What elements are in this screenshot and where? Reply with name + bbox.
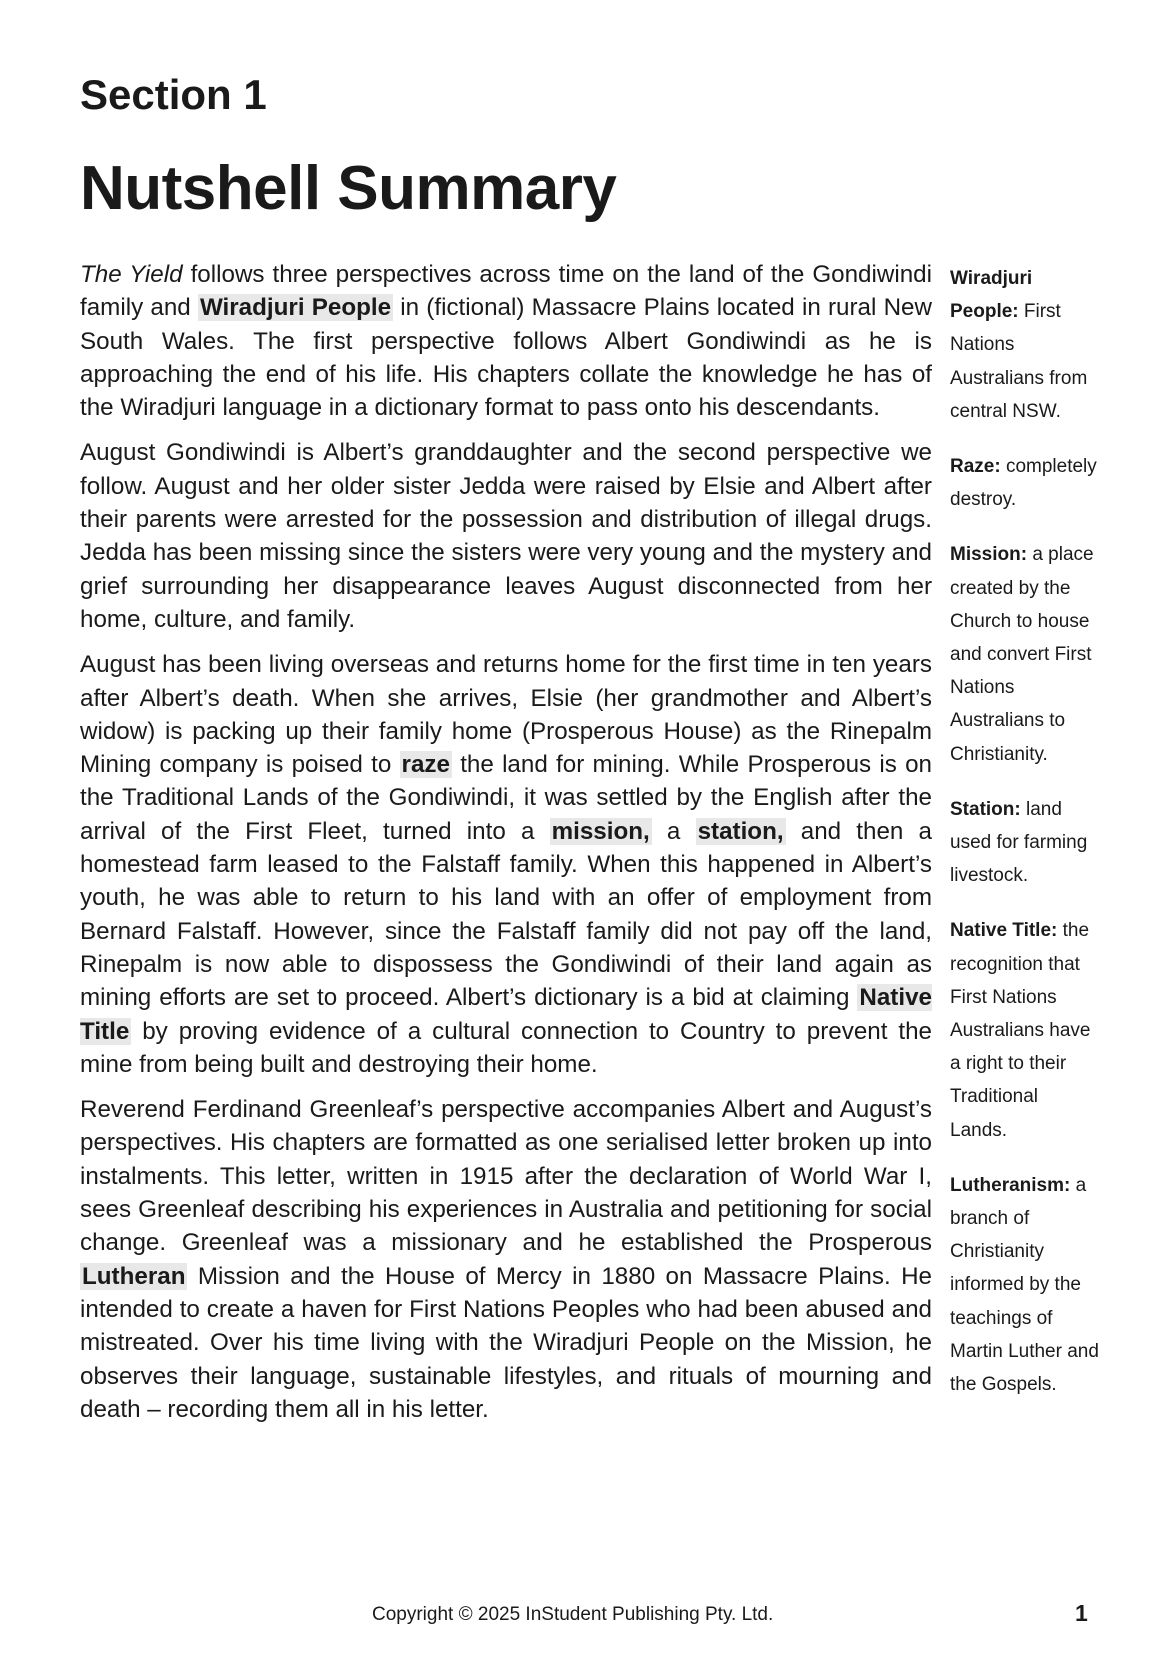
glossary-definition: a place created by the Church to house and convert First Nations Australians to Christianity. bbox=[950, 544, 1094, 765]
highlighted-term-mission: mission, bbox=[551, 817, 650, 845]
text-run: and then a homestead farm leased to the Falstaff family. When this happened in Albert’s youth, he was able to return to his land with an offer of employment from Bernard Falstaff. However, since the Falstaff family did not pay off the land, Rinepalm is now able to dispossess the Gondiwindi of their land again as mining efforts are set to proceed. Albert’s dictionary is a bid at claiming bbox=[80, 817, 932, 1012]
glossary-definition: a branch of Christianity informed by the teachings of Martin Luther and the Gospels. bbox=[950, 1174, 1099, 1396]
page-number: 1 bbox=[1075, 1600, 1088, 1626]
glossary-term: Station: bbox=[950, 798, 1021, 820]
glossary-definition: land used for farming livestock. bbox=[950, 798, 1088, 887]
glossary-definition: First Nations Australians from central NSW. bbox=[950, 301, 1088, 422]
text-run: August has been living overseas and returns home for the first time in ten years after Albert’s death. When she arrives, Elsie (her grandmother and Albert’s widow) is packing up their family home (Prosperous House) as the Rinepalm Mining company is poised to bbox=[80, 651, 932, 779]
highlighted-term-native-title: Native Title bbox=[80, 984, 932, 1045]
glossary-definition: the recognition that First Nations Australians have a right to their Traditional Lands. bbox=[950, 920, 1091, 1141]
paragraph-3 bbox=[80, 648, 932, 1081]
glossary-term: Wiradjuri People: bbox=[950, 268, 1033, 323]
glossary-entry-native-title bbox=[950, 914, 1100, 1146]
text-run: follows three perspectives across time on the land of the Gondiwindi family and bbox=[80, 261, 933, 322]
page-title: Nutshell Summary bbox=[80, 154, 617, 223]
glossary-term: Lutheranism: bbox=[950, 1174, 1071, 1196]
glossary-term: Native Title: bbox=[950, 920, 1058, 942]
glossary-entry-station bbox=[950, 793, 1100, 893]
paragraph-4 bbox=[80, 1093, 932, 1426]
glossary-sidebar bbox=[950, 262, 1100, 1423]
text-run: by proving evidence of a cultural connection to Country to prevent the mine from being built and destroying their home. bbox=[80, 1017, 932, 1078]
text-run: a bbox=[651, 817, 696, 845]
text-run: Reverend Ferdinand Greenleaf’s perspective accompanies Albert and August’s perspectives. His chapters are formatted as one serialised letter broken up into instalments. This letter, written in 1915 after the declaration of World War I, sees Greenleaf describing his experiences in Australia and petitioning for social change. Greenleaf was a missionary and he established the Prosperous bbox=[80, 1096, 932, 1257]
glossary-term: Mission: bbox=[950, 544, 1028, 566]
paragraph-1 bbox=[80, 258, 932, 424]
paragraph-2: August Gondiwindi is Albert’s granddaughter and the second perspective we follow. August and her older sister Jedda were raised by Elsie and Albert after their parents were arrested for the possession and distribution of illegal drugs. Jedda has been missing since the sisters were very young and the mystery and grief surrounding her disappearance leaves August disconnected from her home, culture, and family. bbox=[80, 439, 932, 633]
section-label: Section 1 bbox=[80, 71, 267, 118]
glossary-entry-lutheranism bbox=[950, 1169, 1100, 1401]
glossary-entry-mission bbox=[950, 538, 1100, 770]
summary-body bbox=[80, 258, 932, 1438]
highlighted-term-raze: raze bbox=[401, 751, 450, 779]
glossary-entry-wiradjuri-people bbox=[950, 262, 1100, 428]
text-run: the land for mining. While Prosperous is on the Traditional Lands of the Gondiwindi, it was settled by the English after the arrival of the First Fleet, turned into a bbox=[80, 751, 932, 845]
text-run: Mission and the House of Mercy in 1880 on Massacre Plains. He intended to create a haven for First Nations Peoples who had been abused and mistreated. Over his time living with the Wiradjuri People on the Mission, he observes their language, sustainable lifestyles, and rituals of mourning and death – recording them all in his letter. bbox=[80, 1262, 932, 1423]
highlighted-term-station: station, bbox=[697, 817, 784, 845]
text-run: in (fictional) Massacre Plains located in rural New South Wales. The first perspective follows Albert Gondiwindi as he is approaching the end of his life. His chapters collate the knowledge he has of the Wiradjuri language in a dictionary format to pass onto his descendants. bbox=[80, 294, 932, 422]
book-title: The Yield bbox=[80, 261, 183, 288]
glossary-term: Raze: bbox=[950, 456, 1001, 478]
copyright-notice: Copyright © 2025 InStudent Publishing Pty. Ltd. bbox=[372, 1604, 774, 1625]
glossary-definition: completely destroy. bbox=[950, 456, 1097, 511]
highlighted-term-wiradjuri-people: Wiradjuri People bbox=[199, 294, 392, 322]
highlighted-term-lutheran: Lutheran bbox=[82, 1262, 186, 1290]
glossary-entry-raze bbox=[950, 450, 1100, 516]
